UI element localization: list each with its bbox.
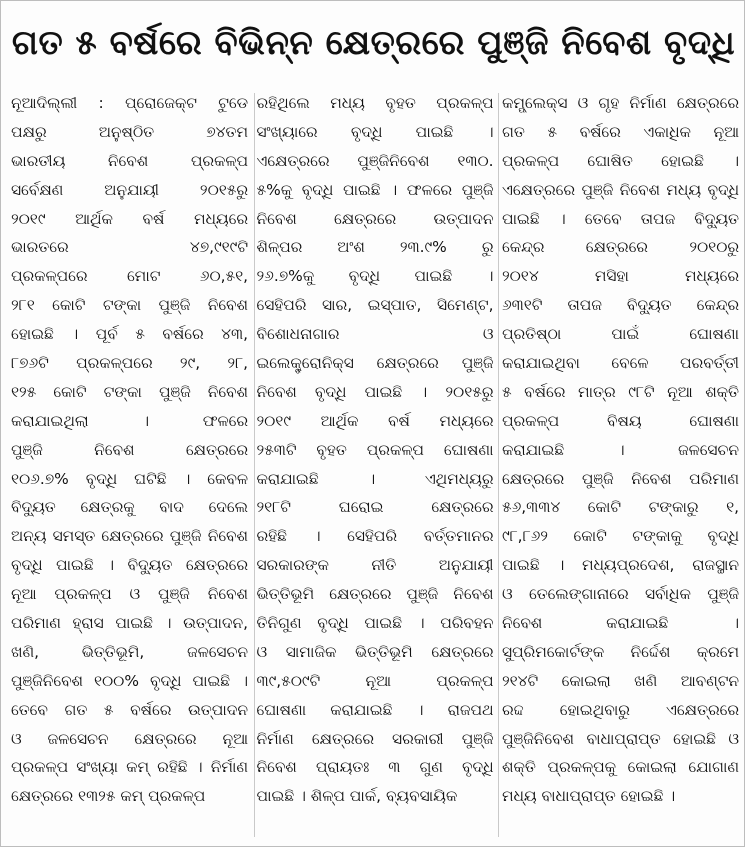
article-text-line: ସରକାରଙ୍କ ନୀତି ଅନୁଯାୟୀ [256, 556, 494, 575]
article-text-line: ୨୦୧୯ ଆର୍ଥିକ ବର୍ଷ ମଧ୍ୟରେ [256, 411, 494, 430]
article-text-line: ଭାରତରେ ୪୭,୯୧୯ଟି [11, 238, 248, 257]
article-text-line: ପରିମାଣ ହ୍ରାସ ପାଇଛି । ଉତ୍ପାଦନ, [11, 614, 248, 633]
article-text-line: କ୍ଷେତ୍ରରେ ୧୩୨୫ କମ୍ ପ୍ରକଳ୍ପ [11, 787, 206, 806]
article-text-line: ଖଣି, ଭିତ୍ତିଭୂମି, ଜଳସେଚନ [11, 642, 248, 661]
article-text-line: ୨୬.୭%କୁ ବୃଦ୍ଧି ପାଇଛି । [256, 267, 494, 286]
article-text-line: ୨୧୪ଟି କୋଇଲା ଖଣି ଆବଣ୍ଟନ [502, 671, 739, 690]
article-text-line: ପୁଞ୍ଜିନିବେଶ ୧୦୦% ବୃଦ୍ଧି ପାଇଛି । [11, 671, 248, 690]
article-text-line: ତେବେ ଗତ ୫ ବର୍ଷରେ ଉତ୍ପାଦନ [11, 700, 248, 719]
article-text-line: ଶିଳ୍ପର ଅଂଶ ୨୩.୯% ରୁ [256, 238, 494, 257]
article-text-line: ପାଇଛି । ମଧ୍ୟପ୍ରଦେଶ, ରାଜସ୍ଥାନ [502, 556, 739, 575]
article-text-line: ପ୍ରକଳ୍ପ ଘୋଷିତ ହୋଇଛି । [502, 151, 739, 170]
article-text-line: ୫ ବର୍ଷରେ ମାତ୍ର ୯୮ଟି ନୂଆ ଶକ୍ତି [502, 382, 739, 401]
article-text-line: ଘୋଷଣା କରାଯାଇଛି । ରାଜପଥ [256, 700, 494, 719]
article-text-line: କରାଯାଇଥିବା ବେଳେ ପରବର୍ତ୍ତୀ [502, 354, 739, 373]
article-text-line: ୧୦୬.୭% ବୃଦ୍ଧି ଘଟିଛି । କେବଳ [11, 469, 248, 488]
article-text-line: ପୁଞ୍ଜି ନିବେଶ କ୍ଷେତ୍ରରେ [11, 440, 248, 459]
article-text-line: ୨୦୧୯ ଆର୍ଥିକ ବର୍ଷ ମଧ୍ୟରେ [11, 209, 248, 228]
article-text-line: ୨୦୧୪ ମସିହା ମଧ୍ୟରେ [502, 267, 739, 286]
article-text-line: ପୁଞ୍ଜିନିବେଶ ବାଧାପ୍ରାପ୍ତ ହୋଇଛି ଓ [502, 729, 739, 748]
article-column-3 [502, 89, 739, 841]
article-text-line: ନିବେଶ କ୍ଷେତ୍ରରେ ଉତ୍ପାଦନ [256, 209, 494, 228]
article-text-line: ଶକ୍ତି ପ୍ରକଳ୍ପକୁ କୋଇଲା ଯୋଗାଣ [502, 758, 739, 777]
article-text-line: ବୃଦ୍ଧି ପାଇଛି । ବିଦ୍ୟୁତ କ୍ଷେତ୍ରରେ [11, 556, 248, 575]
article-text-line: ଓ ସାମାଜିକ ଭିତ୍ତିଭୂମି କ୍ଷେତ୍ରରେ [256, 642, 494, 661]
article-text-line: ମଧ୍ୟ ବାଧାପ୍ରାପ୍ତ ହୋଇଛି । [502, 787, 676, 806]
article-text-line: କମ୍ପ୍ଲେକ୍ସ ଓ ଗୃହ ନିର୍ମାଣ କ୍ଷେତ୍ରରେ [502, 94, 739, 112]
article-text-line: ଭିତ୍ତିଭୂମି କ୍ଷେତ୍ରରେ ପୁଞ୍ଜି ନିବେଶ [256, 585, 494, 604]
article-text-line: ୩୯,୫୦୯ଟି ନୂଆ ପ୍ରକଳ୍ପ [256, 671, 494, 690]
article-text-line: ଏକ୍ଷେତ୍ରରେ ପୁଞ୍ଜି ନିବେଶ ମଧ୍ୟ ବୃଦ୍ଧି [502, 180, 739, 199]
headline-area [1, 1, 745, 87]
article-text-line: କେନ୍ଦ୍ର କ୍ଷେତ୍ରରେ ୨୦୧୦ରୁ [502, 238, 739, 257]
article-text-line: ପ୍ରକଳ୍ପ ବିଷୟ ଘୋଷଣା [502, 411, 739, 430]
article-text-line: ସର୍ବେକ୍ଷଣ ଅନୁଯାୟୀ ୨୦୧୫ରୁ [11, 180, 248, 199]
article-text-line: ପ୍ରତିଷ୍ଠା ପାଇଁ ଘୋଷଣା [502, 325, 739, 344]
article-text-line: ୫୬,୩୩୪ କୋଟି ଟଙ୍କାରୁ ୧, [502, 498, 739, 517]
article-text-line: ଗତ ୫ ବର୍ଷରେ ଏକାଧିକ ନୂଆ [502, 122, 739, 141]
article-text-line: ସଂଖ୍ୟାରେ ବୃଦ୍ଧି ପାଇଛି । [256, 122, 494, 141]
article-text-line: ହୋଇଛି । ପୂର୍ବ ୫ ବର୍ଷରେ ୪୩, [11, 325, 248, 344]
article-text-line: ତିନିଗୁଣ ବୃଦ୍ଧି ପାଇଛି । ପରିବହନ [256, 614, 494, 633]
article-text-line: ୮୭୬ଟି ପ୍ରକଳ୍ପରେ ୨୯, ୨୮, [11, 354, 248, 373]
article-text-line: ୫%କୁ ବୃଦ୍ଧି ପାଇଛି । ଫଳରେ ପୁଞ୍ଜି [256, 180, 494, 199]
article-text-line: ଭାରତୀୟ ନିବେଶ ପ୍ରକଳ୍ପ [11, 151, 248, 170]
article-text-line: ଅନ୍ୟ ସମସ୍ତ କ୍ଷେତ୍ରରେ ପୁଞ୍ଜି ନିବେଶ [11, 527, 248, 546]
article-text-line: ପାଇଛି । ତେବେ ତାପଜ ବିଦ୍ୟୁତ [502, 209, 739, 228]
article-text-line: ସେହିପରି ସାର, ଇସ୍ପାତ, ସିମେଣ୍ଟ, [256, 296, 494, 315]
article-text-line: ପକ୍ଷରୁ ଅନୁଷ୍ଠିତ ୭୪ତମ [11, 122, 248, 141]
article-text-line: ନିବେଶ ବୃଦ୍ଧି ପାଇଛି । ୨୦୧୫ରୁ [256, 382, 494, 401]
article-text-line: ପ୍ରକଳ୍ପ ସଂଖ୍ୟା କମ୍ ରହିଛି । ନିର୍ମାଣ [11, 758, 248, 777]
article-body [11, 89, 739, 841]
article-text-line: କରାଯାଇଛି । ଏଥିମଧ୍ୟରୁ [256, 469, 494, 488]
article-text-line: ପାଇଛି । ଶିଳ୍ପ ପାର୍କ, ବ୍ୟବସାୟିକ [256, 787, 458, 806]
article-text-line: ୨୮୧ କୋଟି ଟଙ୍କା ପୁଞ୍ଜି ନିବେଶ [11, 296, 248, 315]
article-text-line: ୨୧୮ଟି ଘରୋଇ କ୍ଷେତ୍ରରେ [256, 498, 494, 517]
article-text-line: ବିଶୋଧନାଗାର ଓ [256, 325, 494, 344]
article-column-2 [257, 89, 494, 841]
article-text-line: ରହିଥିଲେ ମଧ୍ୟ ବୃହତ ପ୍ରକଳ୍ପ [256, 94, 494, 112]
headline: ଗତ ୫ ବର୍ଷରେ ବିଭିନ୍ନ କ୍ଷେତ୍ରରେ ପୁଞ୍ଜି ନିବେଶ ବୃଦ୍ଧି [11, 23, 736, 64]
article-text-line: ନିବେଶ କରାଯାଇଛି । [502, 614, 739, 633]
article-text-line: କରାଯାଇଛି । ଜଳସେଚନ [502, 440, 739, 459]
article-text-line: କ୍ଷେତ୍ରରେ ପୁଞ୍ଜି ନିବେଶ ପରିମାଣ [502, 469, 739, 488]
article-text-line: କରାଯାଇଥିଲା । ଫଳରେ [11, 411, 248, 430]
article-text-line: ସୁପ୍ରିମକୋର୍ଟଙ୍କ ନିର୍ଦ୍ଦେଶ କ୍ରମେ [502, 642, 739, 661]
article-text-line: ରହିଛି । ସେହିପରି ବର୍ତ୍ତମାନର [256, 527, 494, 546]
article-text-line: ରଦ୍ଦ ହୋଇଥିବାରୁ ଏକ୍ଷେତ୍ରରେ [502, 700, 739, 719]
article-column-1 [11, 89, 248, 841]
article-text-line: ଇଲେକ୍ଟ୍ରୋନିକ୍ସ କ୍ଷେତ୍ରରେ ପୁଞ୍ଜି [256, 354, 494, 373]
article-text-line: ନିର୍ମାଣ କ୍ଷେତ୍ରରେ ସରକାରୀ ପୁଞ୍ଜି [256, 729, 494, 748]
article-text-line: ପ୍ରକଳ୍ପରେ ମୋଟ ୬୦,୫୧, [11, 267, 248, 286]
article-text-line: ଓ ତେଲେଙ୍ଗାନାରେ ସର୍ବାଧିକ ପୁଞ୍ଜି [502, 585, 739, 604]
article-text-line: ୯୮,୮୬୨ କୋଟି ଟଙ୍କାକୁ ବୃଦ୍ଧି [502, 527, 739, 546]
article-text-line: ୬୩୧ଟି ତାପଜ ବିଦ୍ୟୁତ କେନ୍ଦ୍ର [502, 296, 739, 315]
article-text-line: ନୂଆ ପ୍ରକଳ୍ପ ଓ ପୁଞ୍ଜି ନିବେଶ [11, 585, 248, 604]
article-text-line: ବିଦ୍ୟୁତ କ୍ଷେତ୍ରକୁ ବାଦ ଦେଲେ [11, 498, 248, 517]
article-text-line: ଓ ଜଳସେଚନ କ୍ଷେତ୍ରରେ ନୂଆ [11, 729, 248, 748]
article-text-line: ୧୨୫ କୋଟି ଟଙ୍କା ପୁଞ୍ଜି ନିବେଶ [11, 382, 248, 401]
article-text-line: ଏକ୍ଷେତ୍ରରେ ପୁଞ୍ଜିନିବେଶ ୧୩୦. [256, 151, 494, 170]
article-text-line: ୨୫୩ଟି ବୃହତ ପ୍ରକଳ୍ପ ଘୋଷଣା [256, 440, 494, 459]
article-text-line: ନୂଆଦିଲ୍ଲୀ : ପ୍ରୋଜେକ୍ଟ ଟୁଡେ [11, 94, 248, 112]
article-text-line: ନିବେଶ ପ୍ରାୟତଃ ୩ ଗୁଣ ବୃଦ୍ଧି [256, 758, 494, 777]
